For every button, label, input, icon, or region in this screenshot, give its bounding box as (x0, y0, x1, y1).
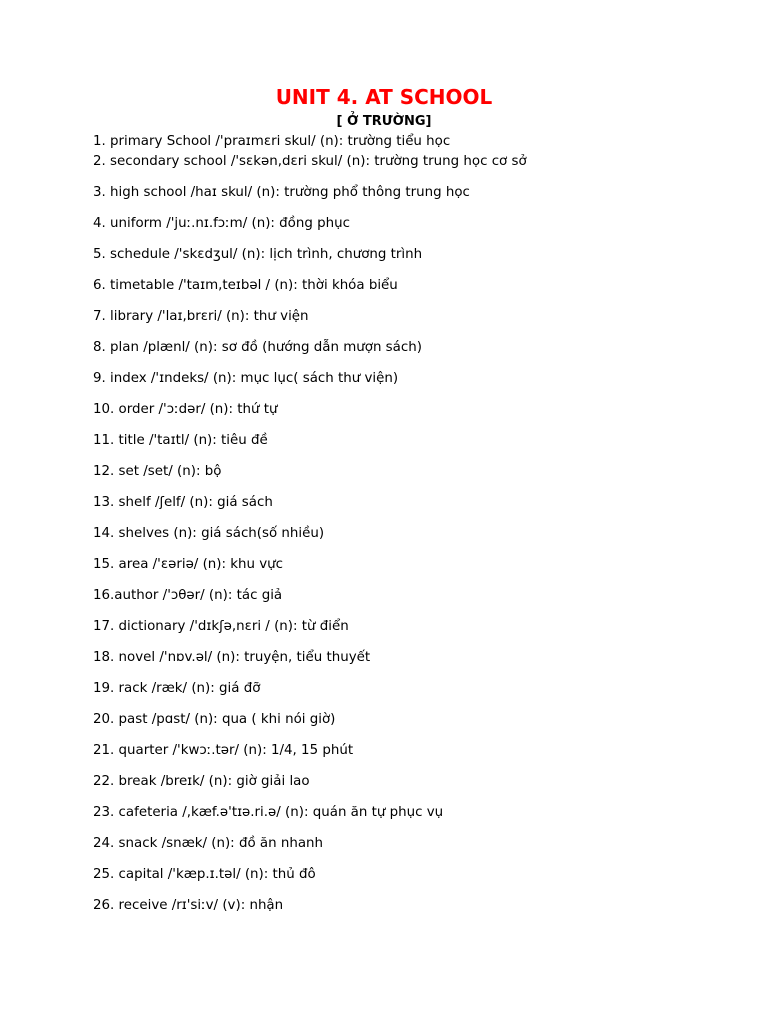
vocab-item-26: 26. receive /rɪ'siːv/ (v): nhận (93, 898, 284, 913)
vocab-item-1: 1. primary School /'praɪmɛri skul/ (n): trường tiểu học (93, 134, 451, 149)
vocab-item-21: 21. quarter /'kwɔː.tər/ (n): 1/4, 15 phút (93, 743, 354, 758)
vocab-item-2: 2. secondary school /'sɛkən,dɛri skul/ (n): trường trung học cơ sở (93, 154, 527, 169)
vocab-item-23: 23. cafeteria /,kæf.ə'tɪə.ri.ə/ (n): quán ăn tự phục vụ (93, 805, 444, 820)
unit-title: UNIT 4. AT SCHOOL (275, 85, 493, 109)
vocab-item-7: 7. library /'laɪ,brɛri/ (n): thư viện (93, 309, 309, 324)
vocab-item-10: 10. order /'ɔːdər/ (n): thứ tự (93, 402, 278, 417)
vocab-item-24: 24. snack /snæk/ (n): đồ ăn nhanh (93, 836, 323, 851)
vocab-item-18: 18. novel /'nɒv.əl/ (n): truyện, tiểu thuyết (93, 650, 371, 665)
vocab-item-22: 22. break /breɪk/ (n): giờ giải lao (93, 774, 310, 789)
vocab-item-13: 13. shelf /ʃelf/ (n): giá sách (93, 495, 273, 510)
vocab-item-20: 20. past /pɑst/ (n): qua ( khi nói giờ) (93, 712, 336, 727)
vocab-item-17: 17. dictionary /'dɪkʃə,nɛri / (n): từ điển (93, 619, 349, 634)
vocab-item-19: 19. rack /ræk/ (n): giá đỡ (93, 681, 261, 696)
vocab-item-15: 15. area /'ɛəriə/ (n): khu vực (93, 557, 284, 572)
vocab-item-25: 25. capital /'kæp.ɪ.təl/ (n): thủ đô (93, 867, 316, 882)
vocab-item-14: 14. shelves (n): giá sách(số nhiều) (93, 526, 325, 541)
vocab-item-11: 11. title /'taɪtl/ (n): tiêu đề (93, 433, 268, 448)
vocab-item-4: 4. uniform /'juː.nɪ.fɔːm/ (n): đồng phục (93, 216, 350, 231)
vocab-item-6: 6. timetable /'taɪm,teɪbəl / (n): thời khóa biểu (93, 278, 398, 293)
vocab-item-16: 16.author /'ɔθər/ (n): tác giả (93, 588, 283, 603)
vocab-item-5: 5. schedule /'skɛdʒul/ (n): lịch trình, chương trình (93, 247, 423, 262)
unit-subtitle: [ Ở TRƯỜNG] (336, 114, 432, 129)
vocab-item-9: 9. index /'ɪndeks/ (n): mục lục( sách thư viện) (93, 371, 399, 386)
vocab-item-12: 12. set /set/ (n): bộ (93, 464, 222, 479)
vocab-item-8: 8. plan /plænl/ (n): sơ đồ (hướng dẫn mượn sách) (93, 340, 422, 355)
vocab-item-3: 3. high school /haɪ skul/ (n): trường phổ thông trung học (93, 185, 470, 200)
